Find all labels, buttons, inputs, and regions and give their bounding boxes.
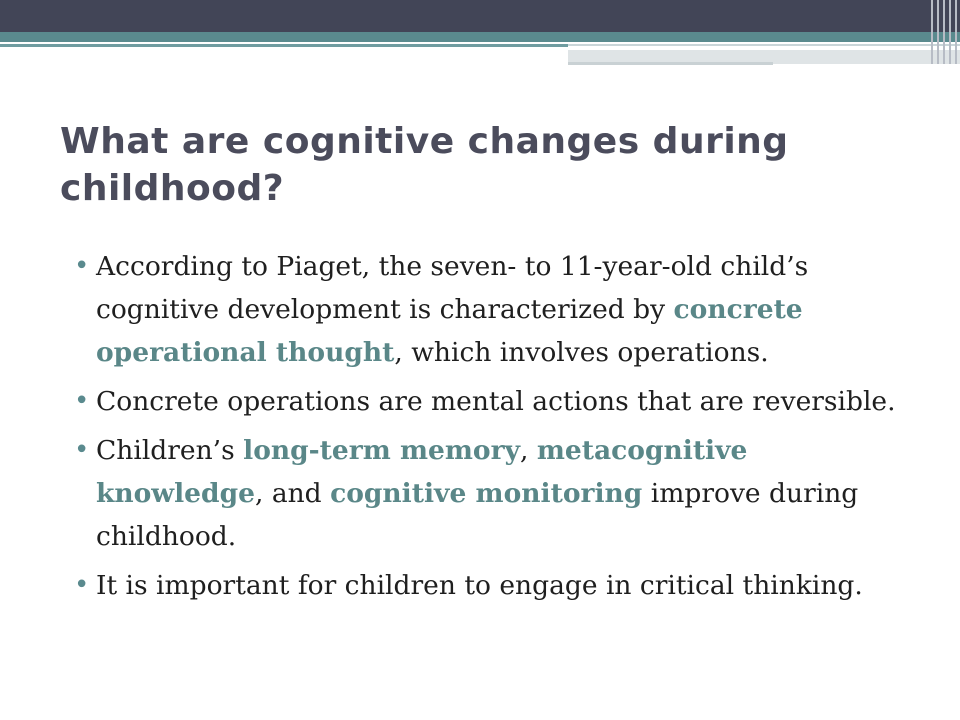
bullet-list bbox=[72, 245, 912, 613]
bullet-item bbox=[72, 380, 912, 423]
header-rule-left bbox=[0, 44, 568, 47]
bullet-text: Children’s bbox=[96, 435, 244, 466]
bullet-marker: • bbox=[74, 251, 90, 281]
header-rule-right bbox=[568, 44, 960, 46]
top-bar-teal bbox=[0, 32, 960, 42]
bullet-text: According to Piaget, the seven- to 11-year-old child’s cognitive development is characterized by bbox=[96, 251, 809, 325]
header-rule-short bbox=[568, 62, 773, 65]
bullet-text: Concrete operations are mental actions that are reversible. bbox=[96, 386, 896, 417]
key-term: metacognitive knowledge bbox=[96, 435, 748, 509]
bullet-text: , bbox=[519, 435, 537, 466]
bullet-marker: • bbox=[74, 386, 90, 416]
top-bar-dark bbox=[0, 0, 960, 32]
bullet-text: , which involves operations. bbox=[394, 337, 769, 368]
bullet-marker: • bbox=[74, 435, 90, 465]
bullet-marker: • bbox=[74, 570, 90, 600]
header-stripe bbox=[955, 0, 957, 64]
bullet-item bbox=[72, 429, 912, 558]
header-stripe bbox=[943, 0, 945, 64]
slide-title: What are cognitive changes during childhood? bbox=[60, 121, 789, 209]
bullet-text: It is important for children to engage in critical thinking. bbox=[96, 570, 863, 601]
key-term: cognitive monitoring bbox=[330, 478, 643, 509]
key-term: long-term memory bbox=[243, 435, 520, 466]
bullet-item bbox=[72, 564, 912, 607]
bullet-text: , and bbox=[254, 478, 331, 509]
key-term: concrete operational thought bbox=[96, 294, 803, 368]
header-stripe bbox=[949, 0, 951, 64]
bullet-text: improve during childhood. bbox=[96, 478, 859, 552]
header-stripe bbox=[937, 0, 939, 64]
header-stripe bbox=[931, 0, 933, 64]
bullet-item bbox=[72, 245, 912, 374]
